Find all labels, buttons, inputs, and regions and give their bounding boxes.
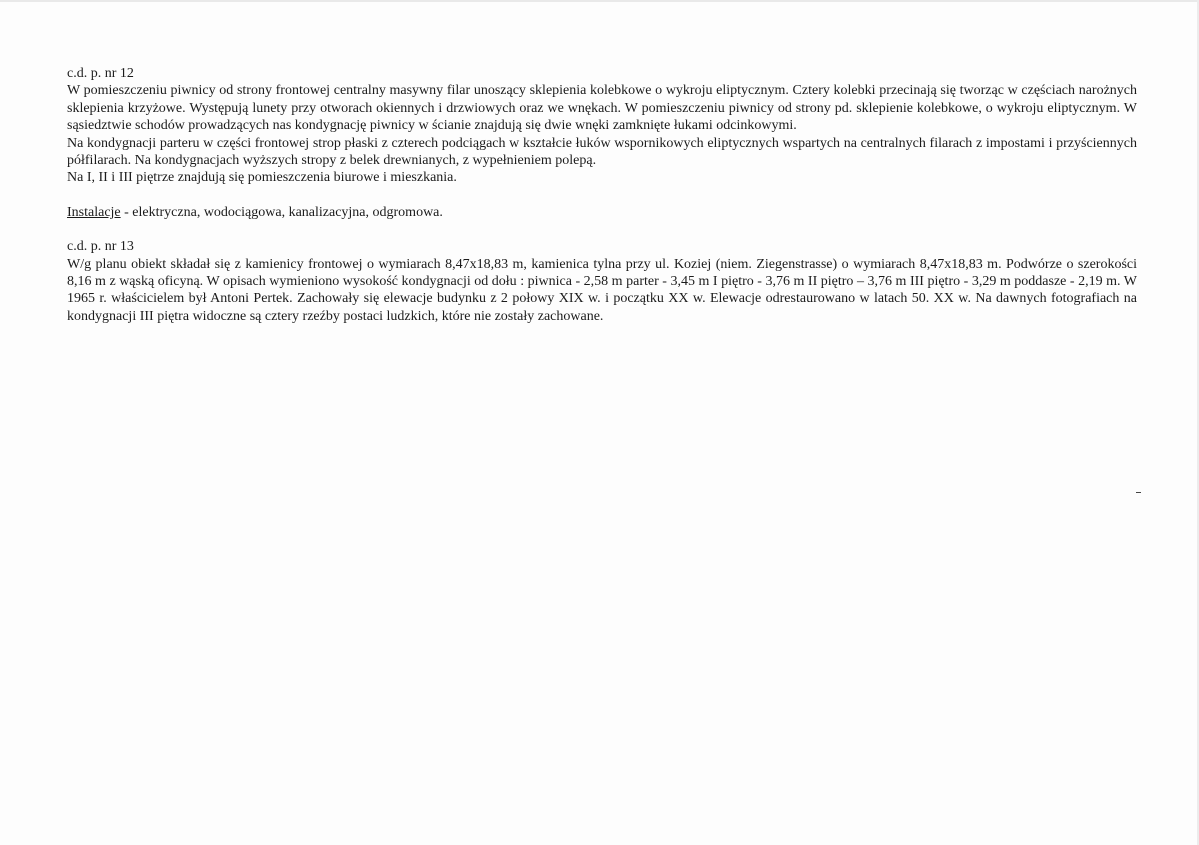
margin-mark [1136, 492, 1141, 493]
section-13-paragraph: W/g planu obiekt składał się z kamienicy frontowej o wymiarach 8,47x18,83 m, kamienica tylna przy ul. Koziej (niem. Ziegenstrasse) o wymiarach 8,47x18,83 m. Podwórze o szerokości 8,16 m z wąską oficyną. W opisach wymieniono wysokość kondygnacji od dołu : piwnica - 2,58 m parter - 3,45 m I piętro - 3,76 m II piętro – 3,76 m III piętro - 3,29 m poddasze - 2,19 m. W 1965 r. właścicielem był Antoni Pertek. Zachowały się elewacje budynku z 2 połowy XIX w. i początku XX w. Elewacje odrestaurowano w latach 50. XX w. Na dawnych fotografiach na kondygnacji III piętra widoczne są cztery rzeźby postaci ludzkich, które nie zostały zachowane. [67, 256, 1137, 324]
installations-label: Instalacje [67, 204, 121, 220]
installations-text: - elektryczna, wodociągowa, kanalizacyjna, odgromowa. [120, 204, 443, 220]
section-12-paragraph-cellar: W pomieszczeniu piwnicy od strony frontowej centralny masywny filar unoszący sklepienia kolebkowe o wykroju eliptycznym. Cztery kolebki przecinają się tworząc w częściach narożnych sklepienia krzyżowe. Występują lunety przy otworach okiennych i drzwiowych oraz we wnękach. W pomieszczeniu piwnicy od strony pd. sklepienie kolebkowe, o wykroju eliptycznym. W sąsiedztwie schodów prowadzących nas kondygnację piwnicy w ścianie znajdują się dwie wnęki zamknięte łukami odcinkowymi. [67, 83, 1137, 134]
scan-edge-top [0, 0, 1199, 2]
section-12-heading: c.d. p. nr 12 [67, 66, 134, 81]
spacer [67, 187, 1137, 204]
spacer [67, 221, 1137, 238]
document-body [67, 65, 1137, 325]
section-13-heading: c.d. p. nr 13 [67, 239, 134, 255]
section-12-paragraph-ground-floor: Na kondygnacji parteru w części frontowej strop płaski z czterech podciągach w kształcie łuków wspornikowych eliptycznych wspartych na centralnych filarach z impostami i przyściennych półfilarach. Na kondygnacjach wyższych stropy z belek drewnianych, z wypełnieniem polepą. [67, 135, 1137, 169]
section-12-paragraph-upper-floors: Na I, II i III piętrze znajdują się pomieszczenia biurowe i mieszkania. [67, 170, 457, 186]
installations-line [67, 204, 1137, 221]
